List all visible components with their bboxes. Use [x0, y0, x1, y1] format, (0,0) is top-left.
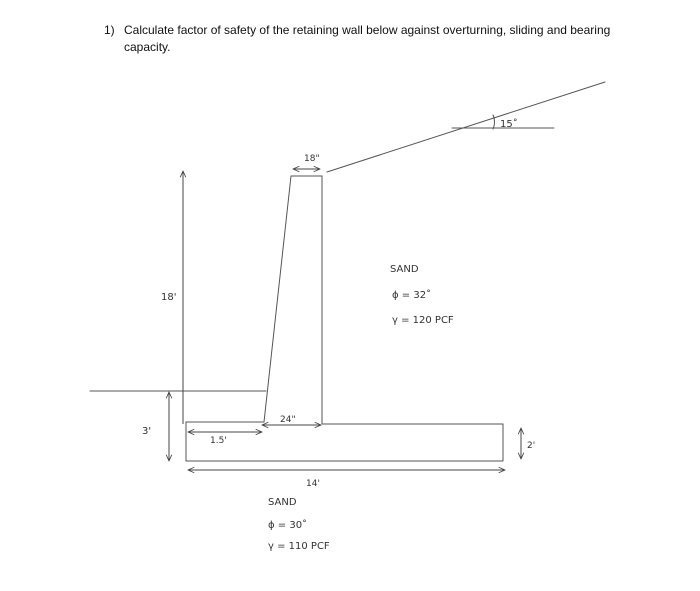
stem-front-face [264, 176, 291, 422]
problem-text: Calculate factor of safety of the retaining wall below against overturning, sliding and bearing capacity. [124, 23, 611, 54]
base-slab-outline [186, 422, 503, 461]
foundation-unit-weight: γ = 110 PCF [268, 541, 330, 552]
stem-top-width-label: 18" [304, 154, 320, 164]
embedment-depth-label: 3' [142, 426, 152, 437]
foundation-friction-angle: ϕ = 30˚ [268, 520, 308, 531]
stem-base-width-label: 24" [280, 415, 296, 425]
base-thickness-label: 2' [527, 441, 536, 451]
backfill-slope-line [327, 82, 605, 172]
backfill-friction-angle: ϕ = 32˚ [392, 290, 432, 301]
backfill-slope-label: 15˚ [500, 119, 518, 130]
toe-width-label: 1.5' [210, 436, 227, 446]
base-width-label: 14' [306, 479, 320, 489]
slope-angle-arc [493, 115, 495, 129]
wall-height-label: 18' [161, 292, 177, 303]
problem-number: 1) [104, 23, 115, 37]
backfill-unit-weight: γ = 120 PCF [392, 315, 454, 326]
foundation-soil-type: SAND [268, 497, 297, 508]
backfill-soil-type: SAND [390, 264, 419, 275]
